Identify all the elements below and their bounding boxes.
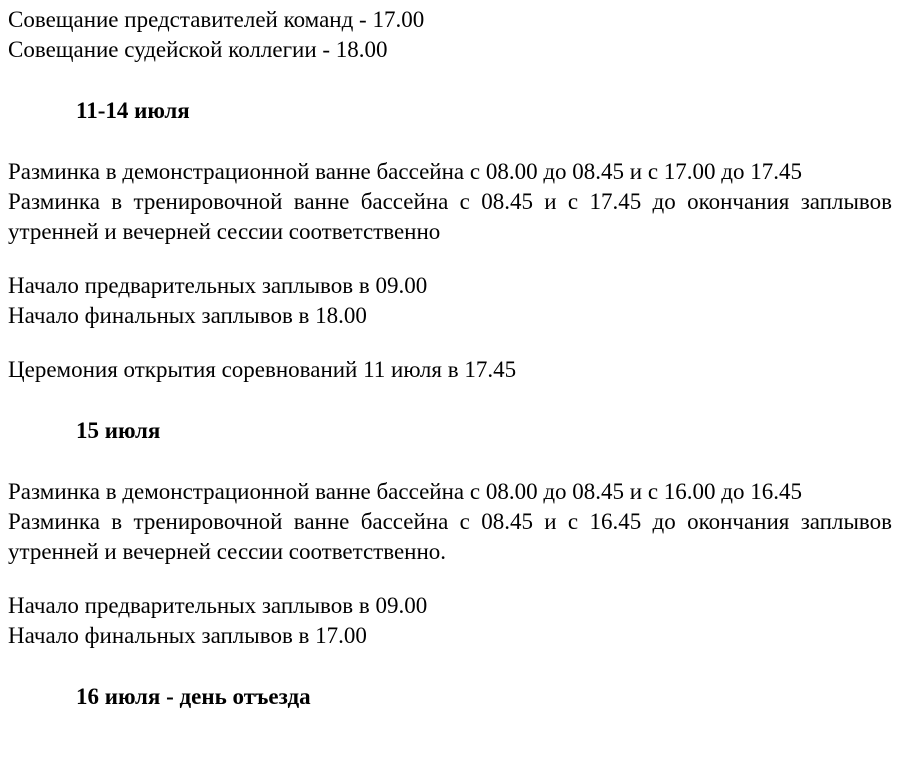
warmup-training-pool-text: Разминка в тренировочной ванне бассейна с 08.45 и с 16.45 до окончания заплывов утренней и вечерней сессии соответственно. <box>8 509 892 564</box>
section-heading-16-july: 16 июля - день отъезда <box>76 684 311 709</box>
warmup-demo-pool-text: Разминка в демонстрационной ванне бассейна с 08.00 до 08.45 и с 16.00 до 16.45 <box>8 479 803 504</box>
warmup-demo-pool-text: Разминка в демонстрационной ванне бассейна с 08.00 до 08.45 и с 17.00 до 17.45 <box>8 159 803 184</box>
warmup-training-pool-text: Разминка в тренировочной ванне бассейна с 08.45 и с 17.45 до окончания заплывов утренней и вечерней сессии соответственно <box>8 189 892 244</box>
section-heading-11-14-july: 11-14 июля <box>76 98 190 123</box>
section-heading-15-july: 15 июля <box>76 418 161 443</box>
final-heats-start: Начало финальных заплывов в 18.00 <box>8 303 367 328</box>
opening-ceremony: Церемония открытия соревнований 11 июля в 17.45 <box>8 357 517 382</box>
prelim-heats-start: Начало предварительных заплывов в 09.00 <box>8 273 428 298</box>
team-reps-meeting: Совещание представителей команд - 17.00 <box>8 7 425 32</box>
schedule-document <box>8 5 892 712</box>
judges-meeting: Совещание судейской коллегии - 18.00 <box>8 37 388 62</box>
prelim-heats-start: Начало предварительных заплывов в 09.00 <box>8 593 428 618</box>
final-heats-start: Начало финальных заплывов в 17.00 <box>8 623 367 648</box>
